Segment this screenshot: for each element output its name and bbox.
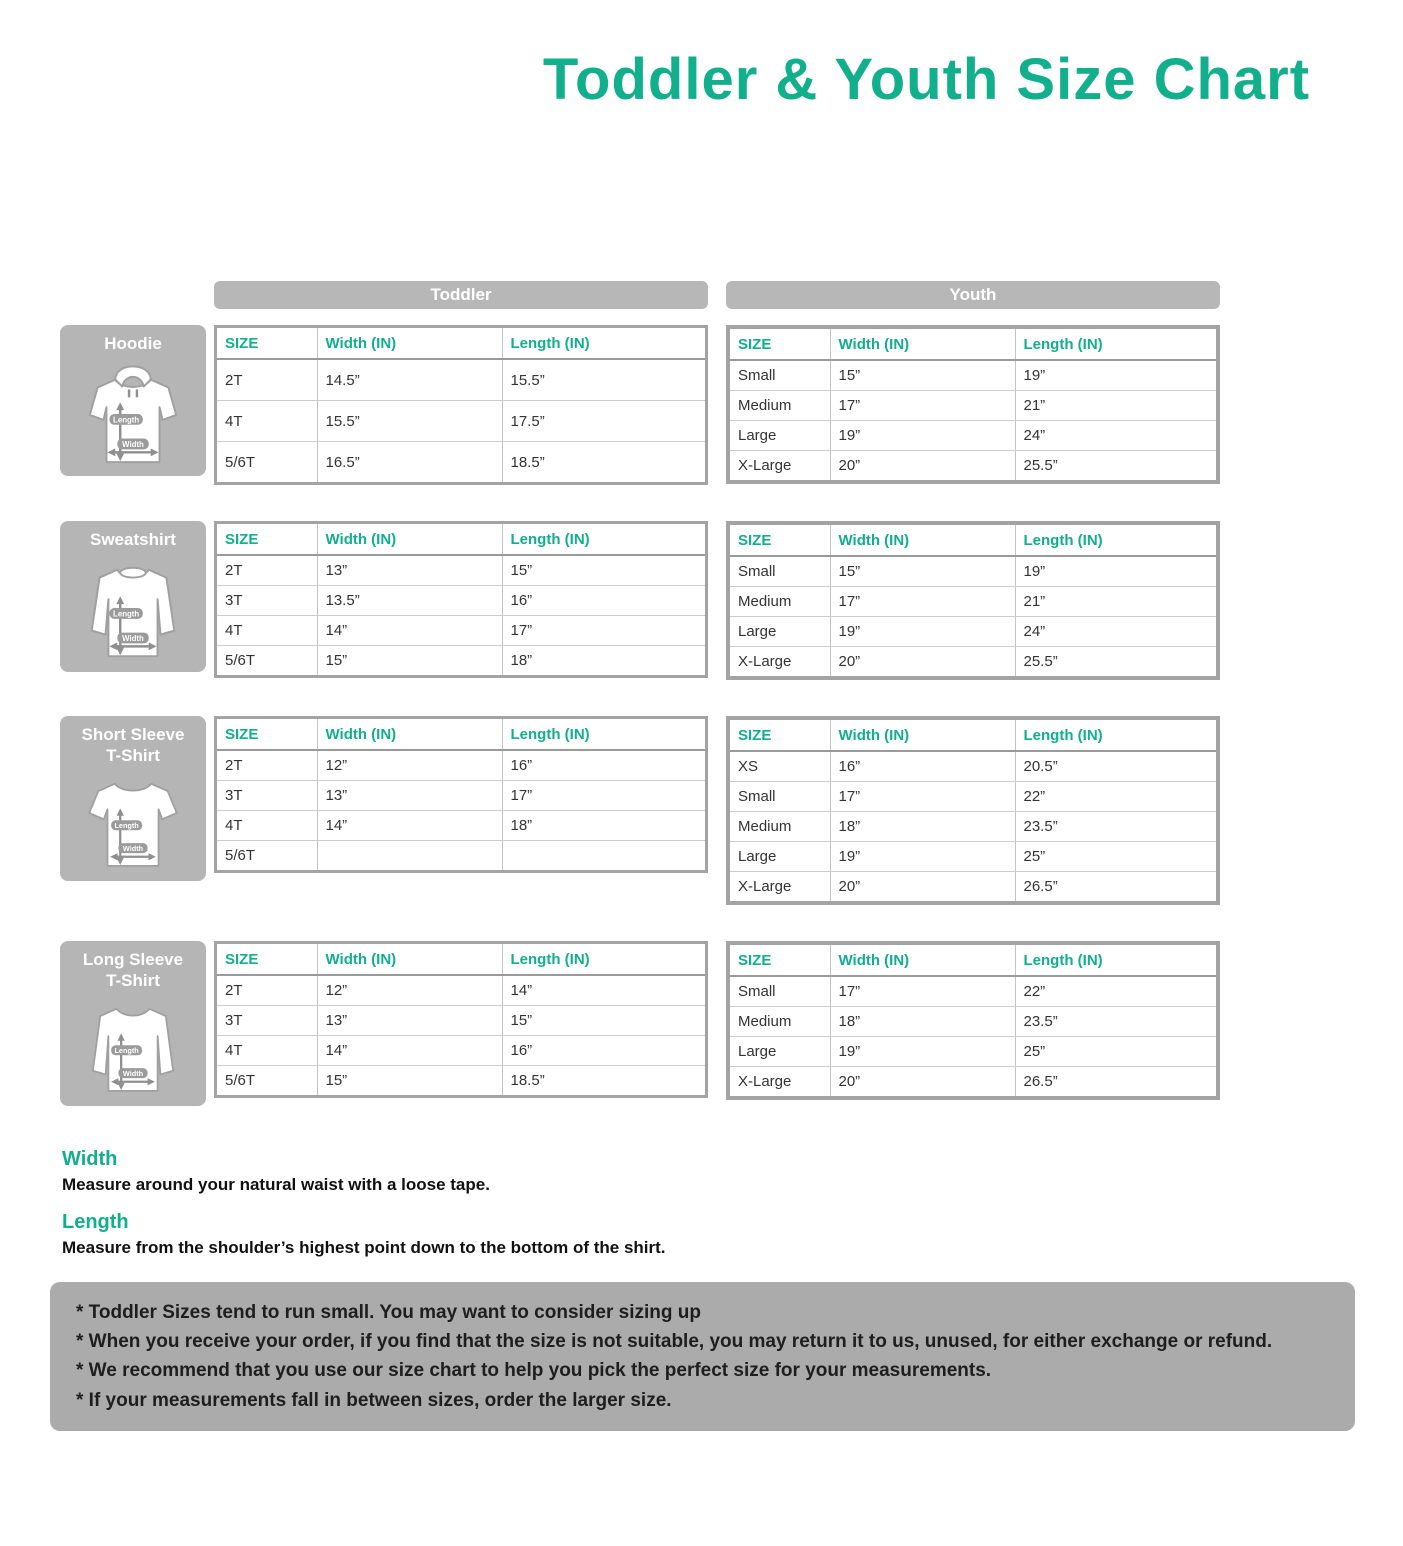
long-sleeve-t-shirt-icon	[74, 996, 192, 1100]
toddler-sweatshirt-table	[214, 521, 708, 678]
size-table-cell: 19”	[830, 421, 1015, 451]
size-table-row	[217, 975, 705, 1006]
size-table-row	[730, 587, 1216, 617]
size-table-cell: Large	[730, 617, 830, 647]
size-table-cell: 17”	[502, 781, 705, 811]
size-table-cell: XS	[730, 751, 830, 782]
size-table-cell: Large	[730, 842, 830, 872]
size-table-cell: 14”	[317, 616, 502, 646]
col-header-width: Width (IN)	[830, 525, 1015, 556]
size-table-cell: 15”	[830, 556, 1015, 587]
size-table-row	[730, 812, 1216, 842]
size-table-cell: 18”	[830, 1007, 1015, 1037]
col-header-length: Length (IN)	[1015, 720, 1216, 751]
size-table-cell: 14.5”	[317, 359, 502, 401]
size-table-cell: 13”	[317, 781, 502, 811]
col-header-width: Width (IN)	[830, 329, 1015, 360]
size-table-row	[730, 1037, 1216, 1067]
size-table-row	[730, 451, 1216, 481]
size-table-cell: 20”	[830, 1067, 1015, 1097]
size-table-cell: Small	[730, 556, 830, 587]
size-table-cell: 15.5”	[317, 401, 502, 442]
length-pill-label: Length	[114, 1045, 139, 1055]
col-header-width: Width (IN)	[830, 945, 1015, 976]
size-table-cell: 5/6T	[225, 652, 256, 669]
size-table-cell: 17”	[830, 391, 1015, 421]
length-note-text: Measure from the shoulder’s highest point down to the bottom of the shirt.	[62, 1237, 666, 1257]
size-table-cell: 22”	[1015, 782, 1216, 812]
size-table-cell: 14”	[317, 811, 502, 841]
size-table-cell: 12”	[317, 975, 502, 1006]
size-table-cell: Medium	[730, 812, 830, 842]
size-table-cell: 4T	[217, 811, 317, 841]
col-header-width: Width (IN)	[830, 720, 1015, 751]
size-table-row	[217, 359, 705, 401]
size-table-row	[217, 646, 705, 676]
col-header-size: SIZE	[217, 944, 317, 975]
size-table-cell: 25”	[1015, 1037, 1216, 1067]
size-table-row	[730, 1007, 1216, 1037]
size-table-cell: 17”	[830, 976, 1015, 1007]
size-table-cell: 5/6T	[225, 453, 256, 471]
garment-panel-long-sleeve	[60, 941, 206, 1106]
size-table-row	[217, 1006, 705, 1036]
size-table-cell: 20”	[830, 647, 1015, 677]
size-table-cell: 20”	[830, 872, 1015, 902]
size-table-cell: 23.5”	[1015, 1007, 1216, 1037]
footnotes-list	[76, 1298, 1329, 1416]
size-table-cell: Medium	[730, 1007, 830, 1037]
footnote-item: * We recommend that you use our size chart to help you pick the perfect size for your measurements.	[76, 1360, 992, 1382]
size-table-cell: 25.5”	[1015, 451, 1216, 481]
size-table-cell: 2T	[217, 555, 317, 586]
size-table-row	[730, 556, 1216, 587]
size-table-cell: 18”	[502, 646, 705, 676]
toddler-short-sleeve-table	[214, 716, 708, 873]
col-header-length: Length (IN)	[502, 719, 705, 750]
col-header-size: SIZE	[730, 945, 830, 976]
page-title: Toddler & Youth Size Chart	[542, 47, 1311, 112]
col-header-width: Width (IN)	[317, 524, 502, 555]
size-table-cell: 2T	[217, 359, 317, 401]
size-table-cell: 24”	[1015, 421, 1216, 451]
size-table-cell: 4T	[217, 616, 317, 646]
col-header-size: SIZE	[217, 719, 317, 750]
footnote-item: * If your measurements fall in between sizes, order the larger size.	[76, 1389, 672, 1411]
size-table-row	[730, 391, 1216, 421]
size-table-cell: 16”	[830, 751, 1015, 782]
size-table-cell: 5/6T	[225, 1072, 256, 1089]
size-table-row	[217, 750, 705, 781]
section-sweatshirt	[0, 521, 1403, 680]
size-table-row	[217, 1066, 705, 1096]
size-table-cell: Medium	[730, 391, 830, 421]
size-table-cell: 13.5”	[317, 586, 502, 616]
section-short-sleeve-t-shirt	[0, 716, 1403, 905]
size-table-cell: Small	[730, 360, 830, 391]
youth-sweatshirt-table	[726, 521, 1220, 680]
col-header-length: Length (IN)	[502, 328, 705, 359]
size-table-cell: X-Large	[738, 653, 792, 670]
size-table-cell: X-Large	[738, 1073, 792, 1090]
size-table-cell: 26.5”	[1015, 1067, 1216, 1097]
size-table-row	[217, 781, 705, 811]
size-table-cell: 19”	[830, 617, 1015, 647]
size-table-cell: 18.5”	[502, 442, 705, 483]
size-table-cell: X-Large	[738, 457, 792, 474]
size-table-cell: 2T	[217, 975, 317, 1006]
size-table-cell: 17”	[830, 782, 1015, 812]
footnote-item: * When you receive your order, if you find that the size is not suitable, you may return it to us, unused, for either exchange or refund.	[76, 1330, 1273, 1352]
size-table-cell: 15”	[317, 646, 502, 676]
size-table-cell: 3T	[217, 781, 317, 811]
garment-label: Short Sleeve T-Shirt	[81, 725, 185, 766]
length-note-heading: Length	[62, 1210, 129, 1233]
size-table-cell: 13”	[317, 1006, 502, 1036]
col-header-width: Width (IN)	[317, 944, 502, 975]
footnotes-panel	[50, 1282, 1355, 1432]
youth-short-sleeve-table	[726, 716, 1220, 905]
length-pill-label: Length	[113, 415, 140, 425]
size-table-cell: 26.5”	[1015, 872, 1216, 902]
size-table-cell: 19”	[1015, 360, 1216, 391]
size-table-row	[217, 1036, 705, 1066]
size-table-cell: 16”	[502, 750, 705, 781]
size-table-cell: 16.5”	[317, 442, 502, 483]
size-table-cell: 13”	[317, 555, 502, 586]
width-note-text: Measure around your natural waist with a loose tape.	[62, 1174, 490, 1194]
size-table-cell: 2T	[217, 750, 317, 781]
size-table-cell: 4T	[217, 1036, 317, 1066]
size-table-row	[217, 811, 705, 841]
size-table-row	[730, 751, 1216, 782]
youth-hoodie-table	[726, 325, 1220, 484]
size-table-cell: 12”	[317, 750, 502, 781]
col-header-size: SIZE	[730, 525, 830, 556]
size-table-row	[730, 1067, 1216, 1097]
size-table-cell: 15”	[502, 555, 705, 586]
short-sleeve-t-shirt-icon	[74, 771, 192, 875]
col-header-width: Width (IN)	[317, 328, 502, 359]
col-header-length: Length (IN)	[502, 944, 705, 975]
size-table-cell: 18”	[502, 811, 705, 841]
length-pill-label: Length	[113, 609, 140, 619]
size-table-cell: 17”	[502, 616, 705, 646]
size-table-row	[217, 555, 705, 586]
size-table-cell: Small	[730, 782, 830, 812]
size-table-cell: 19”	[1015, 556, 1216, 587]
size-table-cell: 18”	[830, 812, 1015, 842]
toddler-hoodie-table	[214, 325, 708, 485]
toddler-column-header: Toddler	[214, 281, 708, 309]
measurement-notes	[62, 1148, 1403, 1258]
size-table-cell: 25”	[1015, 842, 1216, 872]
size-table-row	[730, 647, 1216, 677]
size-table-cell	[317, 841, 502, 871]
size-table-cell: 15”	[317, 1066, 502, 1096]
size-table-cell: 15.5”	[502, 359, 705, 401]
size-table-row	[217, 841, 705, 871]
size-table-cell: 18.5”	[502, 1066, 705, 1096]
size-table-cell: 22”	[1015, 976, 1216, 1007]
length-pill-label: Length	[114, 820, 139, 830]
col-header-size: SIZE	[730, 329, 830, 360]
size-table-cell: Small	[730, 976, 830, 1007]
size-table-cell: 21”	[1015, 587, 1216, 617]
garment-label: Long Sleeve T-Shirt	[82, 950, 184, 991]
col-header-length: Length (IN)	[1015, 329, 1216, 360]
col-header-size: SIZE	[730, 720, 830, 751]
size-table-row	[217, 586, 705, 616]
size-table-cell: 15”	[830, 360, 1015, 391]
width-pill-label: Width	[122, 843, 144, 853]
garment-panel-short-sleeve	[60, 716, 206, 881]
size-table-cell: 14”	[502, 975, 705, 1006]
garment-panel-hoodie	[60, 325, 206, 476]
size-table-cell: 20.5”	[1015, 751, 1216, 782]
size-table-row	[730, 617, 1216, 647]
column-header-row	[0, 281, 1403, 309]
section-hoodie	[0, 325, 1403, 485]
size-table-row	[730, 872, 1216, 902]
size-table-row	[217, 616, 705, 646]
size-table-row	[730, 360, 1216, 391]
size-table-cell: 23.5”	[1015, 812, 1216, 842]
col-header-size: SIZE	[217, 524, 317, 555]
col-header-width: Width (IN)	[317, 719, 502, 750]
size-table-cell: 3T	[217, 1006, 317, 1036]
width-note-heading: Width	[62, 1147, 118, 1170]
col-header-size: SIZE	[217, 328, 317, 359]
size-table-cell: 21”	[1015, 391, 1216, 421]
size-table-cell: 16”	[502, 1036, 705, 1066]
size-table-cell: 17”	[830, 587, 1015, 617]
section-long-sleeve-t-shirt	[0, 941, 1403, 1106]
garment-label: Sweatshirt	[90, 530, 176, 549]
size-table-cell: Large	[730, 421, 830, 451]
size-table-row	[730, 976, 1216, 1007]
size-table-cell	[502, 841, 705, 871]
size-table-cell: Large	[730, 1037, 830, 1067]
size-table-row	[217, 401, 705, 442]
footnote-item: * Toddler Sizes tend to run small. You may want to consider sizing up	[76, 1301, 701, 1323]
garment-panel-sweatshirt	[60, 521, 206, 672]
size-table-cell: 15”	[502, 1006, 705, 1036]
size-table-cell: 5/6T	[225, 847, 256, 864]
size-table-cell: 24”	[1015, 617, 1216, 647]
size-table-cell: 16”	[502, 586, 705, 616]
width-pill-label: Width	[122, 1068, 144, 1078]
width-pill-label: Width	[122, 440, 144, 450]
youth-column-header: Youth	[726, 281, 1220, 309]
size-table-cell: 3T	[217, 586, 317, 616]
size-table-cell: 19”	[830, 1037, 1015, 1067]
size-table-row	[730, 842, 1216, 872]
hoodie-icon	[74, 358, 192, 470]
size-table-cell: 14”	[317, 1036, 502, 1066]
size-table-row	[730, 782, 1216, 812]
size-table-row	[730, 421, 1216, 451]
col-header-length: Length (IN)	[502, 524, 705, 555]
size-table-cell: Medium	[730, 587, 830, 617]
size-table-cell: 20”	[830, 451, 1015, 481]
toddler-long-sleeve-table	[214, 941, 708, 1098]
size-table-cell: 19”	[830, 842, 1015, 872]
size-table-cell: 17.5”	[502, 401, 705, 442]
youth-long-sleeve-table	[726, 941, 1220, 1100]
size-table-cell: 25.5”	[1015, 647, 1216, 677]
col-header-length: Length (IN)	[1015, 525, 1216, 556]
width-pill-label: Width	[122, 634, 144, 644]
garment-label: Hoodie	[104, 334, 162, 353]
size-table-cell: 4T	[217, 401, 317, 442]
col-header-length: Length (IN)	[1015, 945, 1216, 976]
size-table-cell: X-Large	[738, 878, 792, 895]
sweatshirt-icon	[74, 554, 192, 666]
size-table-row	[217, 442, 705, 483]
